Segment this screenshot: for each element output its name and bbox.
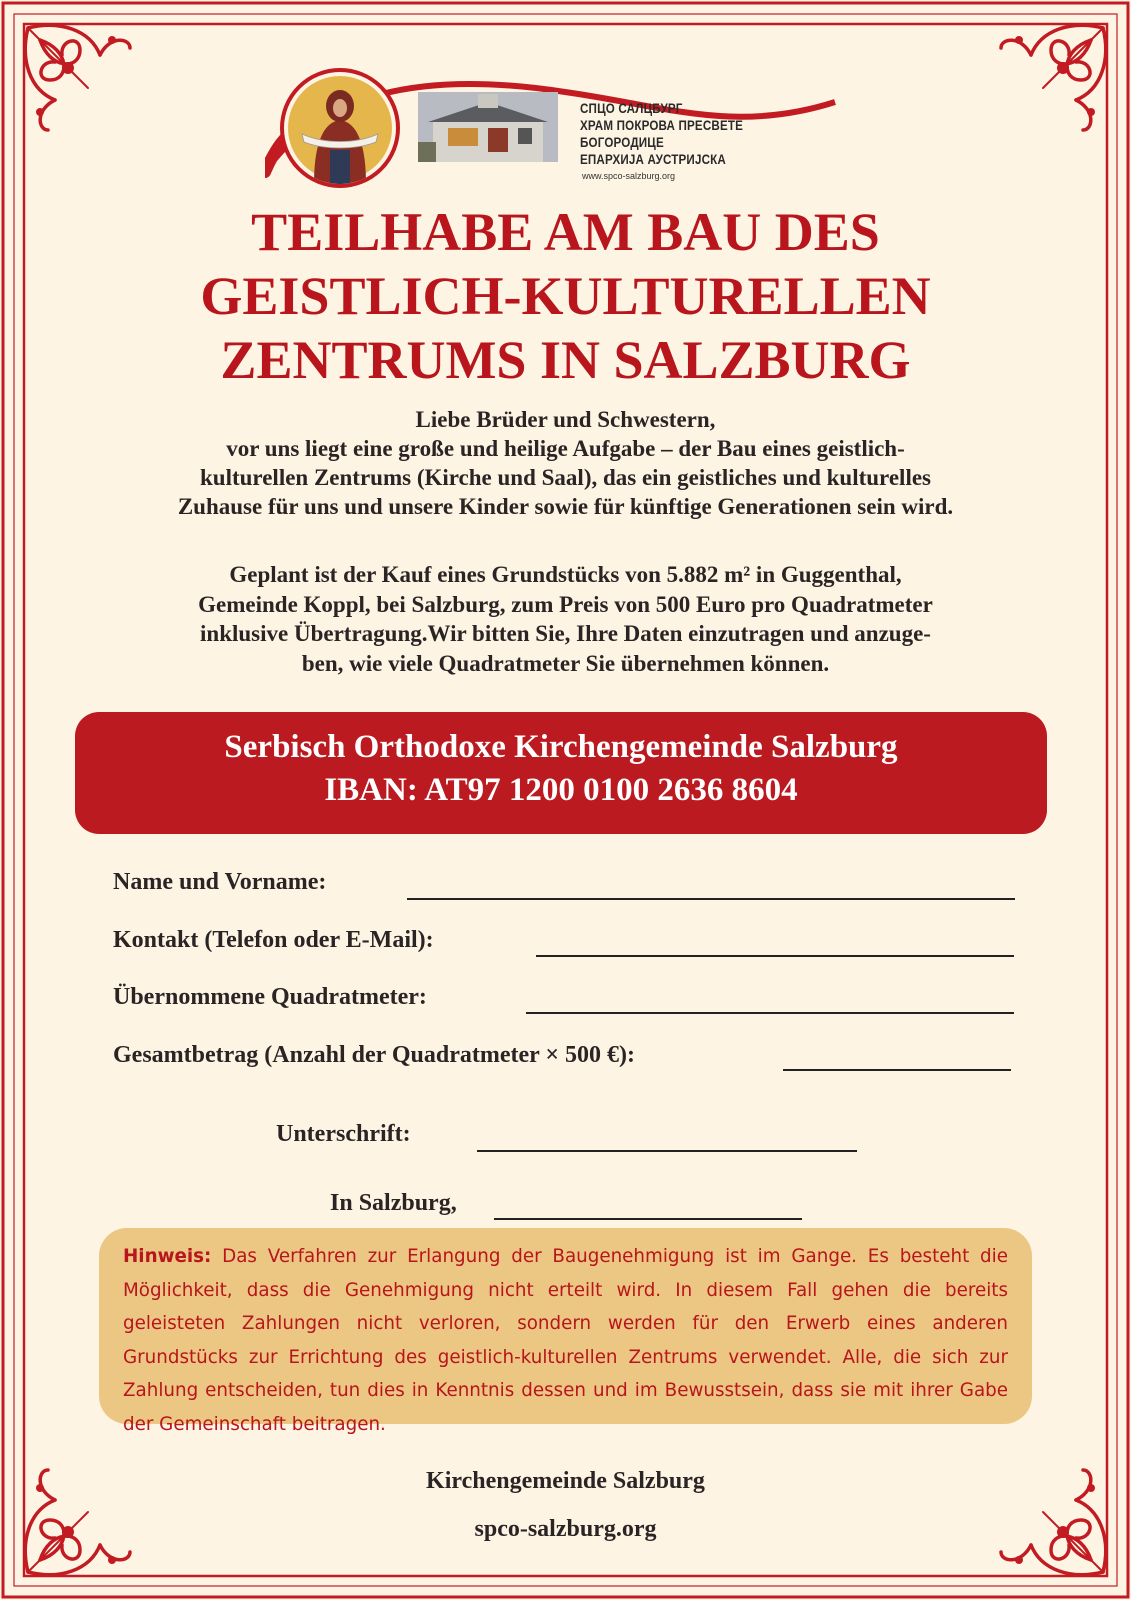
contact-label: Kontakt (Telefon oder E-Mail): (113, 927, 434, 953)
signature-label: Unterschrift: (276, 1121, 411, 1147)
name-label: Name und Vorname: (113, 869, 327, 895)
page-title (0, 200, 1131, 392)
bank-account-name: Serbisch Orthodoxe Kirchengemeinde Salzburg (224, 729, 898, 765)
intro-line-1: vor uns liegt eine große und heilige Aufgabe – der Bau eines geistlich- (226, 436, 905, 461)
notice-text: Das Verfahren zur Erlangung der Baugenehmigung ist im Gange. Es besteht die Möglichkeit, dass die Genehmigung nicht erteilt wird. In diesem Fall gehen die bereits geleisteten Zahlungen nicht verloren, sondern werden für den Erwerb eines anderen Grundstücks zur Errichtung des geistlich-kulturellen Zentrums verwendet. Alle, die sich zur Zahlung entscheiden, tun dies in Kenntnis dessen und im Bewusstsein, dass sie mit ihrer Gabe der Gemeinschaft beitragen. (123, 1246, 1008, 1435)
signature-field[interactable] (477, 1150, 857, 1152)
notice-label: Hinweis: (123, 1246, 212, 1267)
plan-paragraph (60, 560, 1071, 678)
notice-box (99, 1228, 1032, 1435)
sqm-label: Übernommene Quadratmeter: (113, 984, 427, 1010)
title-line-1: TEILHABE AM BAU DES (251, 202, 880, 262)
church-photo (418, 92, 558, 162)
total-field[interactable] (783, 1069, 1011, 1071)
header-logo (290, 78, 850, 193)
logo-line-1: СПЦО САЛЦБУРГ (580, 101, 683, 116)
title-line-3: ZENTRUMS IN SALZBURG (220, 330, 911, 390)
logo-text (580, 100, 812, 168)
intro-paragraph (40, 405, 1091, 521)
intro-line-2: kulturellen Zentrums (Kirche und Saal), das ein geistliches und kulturelles (200, 465, 931, 490)
plan-line-3: inklusive Übertragung.Wir bitten Sie, Ihre Daten einzutragen und anzuge- (200, 621, 931, 646)
name-field[interactable] (407, 898, 1015, 900)
greeting: Liebe Brüder und Schwestern, (415, 407, 716, 432)
date-field[interactable] (494, 1218, 802, 1220)
sqm-field[interactable] (526, 1012, 1014, 1014)
bank-iban: IBAN: AT97 1200 0100 2636 8604 (324, 772, 798, 808)
plan-line-2: Gemeinde Koppl, bei Salzburg, zum Preis von 500 Euro pro Quadratmeter (198, 591, 933, 617)
total-label: Gesamtbetrag (Anzahl der Quadratmeter × 500 €): (113, 1042, 636, 1068)
plan-line-4: ben, wie viele Quadratmeter Sie übernehmen können. (301, 650, 830, 676)
contact-field[interactable] (536, 955, 1014, 957)
logo-line-3: ЕПАРХИЈА АУСТРИЈСКА (580, 152, 726, 167)
logo-url[interactable]: www.spco-salzburg.org (582, 171, 676, 181)
icon-medallion (280, 68, 400, 188)
footer-org: Kirchengemeinde Salzburg (426, 1468, 705, 1494)
intro-line-3: Zuhause für uns und unsere Kinder sowie für künftige Generationen sein wird. (177, 494, 954, 519)
bank-details-box (75, 712, 1047, 834)
title-line-2: GEISTLICH-KULTURELLEN (200, 266, 931, 326)
logo-line-2: ХРАМ ПОКРОВА ПРЕСВЕТЕ БОГОРОДИЦЕ (580, 118, 744, 150)
place-label: In Salzburg, (330, 1190, 457, 1216)
plan-line-1: Geplant ist der Kauf eines Grundstücks von 5.882 m² in Guggenthal, (229, 562, 902, 587)
footer-url[interactable]: spco-salzburg.org (474, 1516, 657, 1542)
theotokos-icon (284, 72, 396, 184)
